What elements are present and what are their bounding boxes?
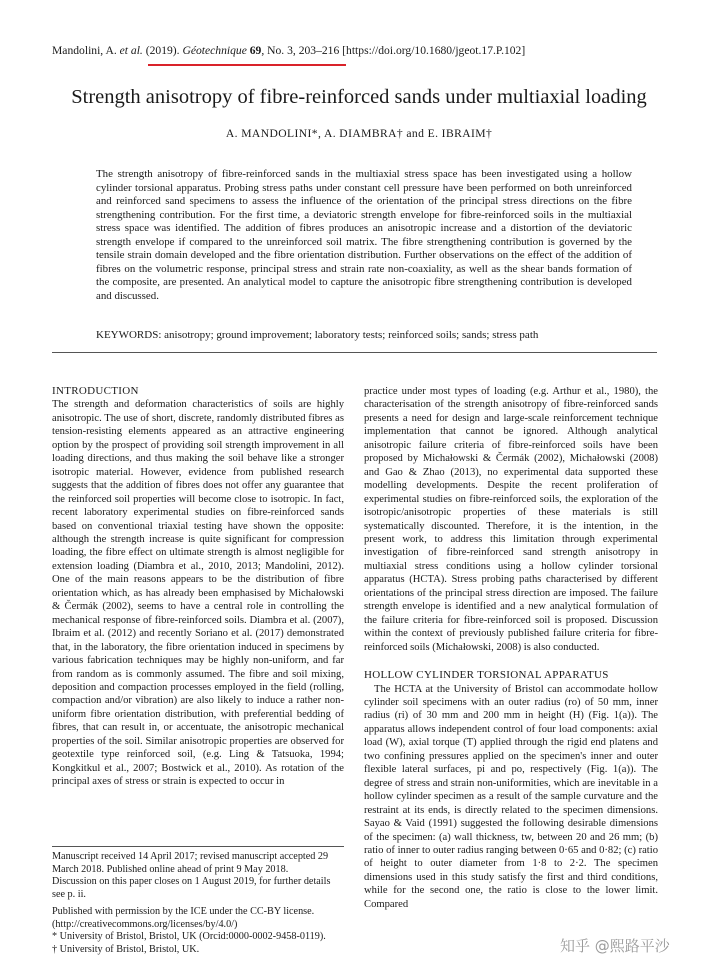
citation-issue-pages: , No. 3, 203–216 [https://doi.org/10.1680/jgeot.17.P.102]	[261, 44, 526, 57]
section-heading-hcta: HOLLOW CYLINDER TORSIONAL APPARATUS	[364, 669, 609, 682]
citation-volume: 69	[249, 44, 262, 57]
paragraph-gap	[364, 654, 658, 669]
abstract: The strength anisotropy of fibre-reinforced sands in the multiaxial stress space has been investigated using a hollow cylinder torsional apparatus. Probing stress paths under constant cell pressure have been performed on both unreinforced and reinforced sand specimens to assess the influence of the orientation of the principal stress directions on the fibre strengthening contribution. For the first time, a deviatoric strength envelope for fibre-reinforced soils in the multiaxial stress space was identified. The addition of fibres produces an anisotropic increase and a distortion of the deviatoric strength envelope if compared to the unreinforced soil matrix. The fibre strengthening contribution is governed by the tensile strain domain developed and the fibre orientation distribution. Further observations on the effect of the addition of fibres on the volumetric response, principal stress and strain rate non-coaxiality, as well as the shear bands formation of the composite, are presented. An analytical model to capture the anisotropic fibre strengthening contribution is developed and discussed.	[96, 168, 632, 302]
footnote-divider	[52, 846, 344, 847]
paper-title: Strength anisotropy of fibre-reinforced sands under multiaxial loading	[71, 86, 647, 108]
hcta-paragraph: The HCTA at the University of Bristol can accommodate hollow cylinder soil specimens with an outer radius (ro) of 50 mm, inner radius (ri) of 30 mm and 200 mm in height (H) (Fig. 1(a)). The apparatus allows independent control of four load components: axial load (W), axial torque (T) applied through the rigid end platens and two confining pressures applied on the specimen's inner and outer flexible lateral surfaces, pi and po, respectively (Fig. 1(a)). The degree of stress and strain non-uniformities, which are inevitable in a hollow cylinder specimen as a result of the sample curvature and the restraint at its ends, is directly related to the specimen dimensions. Sayao & Vaid (1991) suggested the following desirable dimensions of the specimen: (a) wall thickness, tw, between 20 and 26 mm; (b) ratio of inner to outer radius ranging between 0·65 and 0·82; (c) ratio of height to outer diameter from 1·8 to 2·2. The specimen dimensions used in this study satisfy the first and third conditions, while for the second one, the ratio is close to the lower limit. Compared	[364, 683, 658, 910]
section-divider	[52, 352, 657, 353]
citation-journal: Géotechnique	[182, 44, 247, 57]
citation-line	[52, 44, 672, 58]
citation-authors: Mandolini, A.	[52, 44, 117, 57]
red-underline	[148, 64, 346, 66]
footnote-affiliation-2: † University of Bristol, Bristol, UK.	[52, 943, 200, 955]
footnote-license: Published with permission by the ICE under the CC-BY license. (http://creativecommons.org/licenses/by/4.0/)	[52, 906, 315, 930]
footnote-affiliation-1: * University of Bristol, Bristol, UK (Orcid:0000-0002-9458-0119).	[52, 931, 326, 942]
watermark: 知乎 @熙路平沙	[560, 937, 670, 955]
citation-etal: et al.	[119, 44, 143, 57]
left-column	[52, 385, 344, 789]
author-list: A. MANDOLINI*, A. DIAMBRA† and E. IBRAIM†	[225, 127, 493, 140]
right-column	[364, 385, 658, 911]
citation-year: (2019).	[145, 44, 180, 57]
introduction-paragraph: The strength and deformation characteristics of soils are highly anisotropic. The use of short, discrete, randomly distributed fibres as tension-resisting elements appeared as an attractive engineering option by the prospect of providing soil strength improvement in all loading directions, and thus making the soil behave like a stronger isotropic material. However, evidence from published research suggests that the addition of fibres does not offer any guarantee that the reinforced soil properties will become close to isotropic. In fact, recent laboratory experimental studies on fibre-reinforced sands based on conventional triaxial testing have shown the opposite: although the strength increase is quite significant for compression loading, the fibre effect on ultimate strength is almost negligible for extension loading (Diambra et al., 2010, 2013; Mandolini, 2012). One of the main reasons appears to be the distribution of fibre orientation which, as has already been emphasised by Michałowski & Čermák (2002), seems to have a central role in controlling the mechanical response of fibre-reinforced soils. Diambra et al. (2007), Ibraim et al. (2012) and recently Soriano et al. (2017) demonstrated that, in the laboratory, the fibre orientation induced in specimens by various fabrication techniques may be highly non-uniform, and far from random as is commonly assumed. The fibre and soil mixing, deposition and compaction processes employed in the field (rolling, compaction and/or vibration) are also likely to induce a rather non-uniform fibre orientation distribution, with preferential bedding of fibres, that can result in, or accentuate, the anisotropic mechanical properties of the soil. Similar anisotropic properties are observed for geotextile type reinforced soil, (e.g. Ling & Tatsuoka, 1994; Kongkitkul et al., 2007; Bostwick et al., 2010). As rotation of the principal axes of stress or strain is expected to occur in	[52, 399, 344, 788]
footnotes	[52, 851, 344, 956]
keywords: KEYWORDS: anisotropy; ground improvement; laboratory tests; reinforced soils; sands; stress path	[96, 329, 539, 341]
footnote-discussion: Discussion on this paper closes on 1 August 2019, for further details see p. ii.	[52, 876, 331, 900]
introduction-continued-paragraph: practice under most types of loading (e.g. Arthur et al., 1980), the characterisation of the strength anisotropy of fibre-reinforced sands presents a need for design and large-scale reinforcement technique implementation that cannot be ignored. Although analytical anisotropic failure criteria of fibre-reinforced soils have been proposed by Michałowski & Čermák (2002), Michałowski (2008) and Gao & Zhao (2013), no experimental data supported these modelling developments. Despite the recent proliferation of experimental studies on fibre-reinforced soils, the exploration of the isotropic/anisotropic properties of these materials is still systematically discounted. Therefore, it is the intention, in the present work, to address this limitation through experimental investigation of fibre-reinforced sand strength anisotropy in multiaxial stress conditions using a hollow cylinder torsional apparatus (HCTA). Stress probing paths characterised by different orientations of the principal stress direction are imposed. The failure strength envelope is identified and a new analytical formulation of the failure criteria for fibre-reinforced soil is proposed. Discussion within the context of previously published failure criteria for fibre-reinforced soils (Michałowski, 2008) is also conducted.	[364, 386, 658, 653]
footnote-received: Manuscript received 14 April 2017; revised manuscript accepted 29 March 2018. Published online ahead of print 9 May 2018.	[52, 851, 329, 875]
section-heading-introduction: INTRODUCTION	[52, 385, 139, 397]
